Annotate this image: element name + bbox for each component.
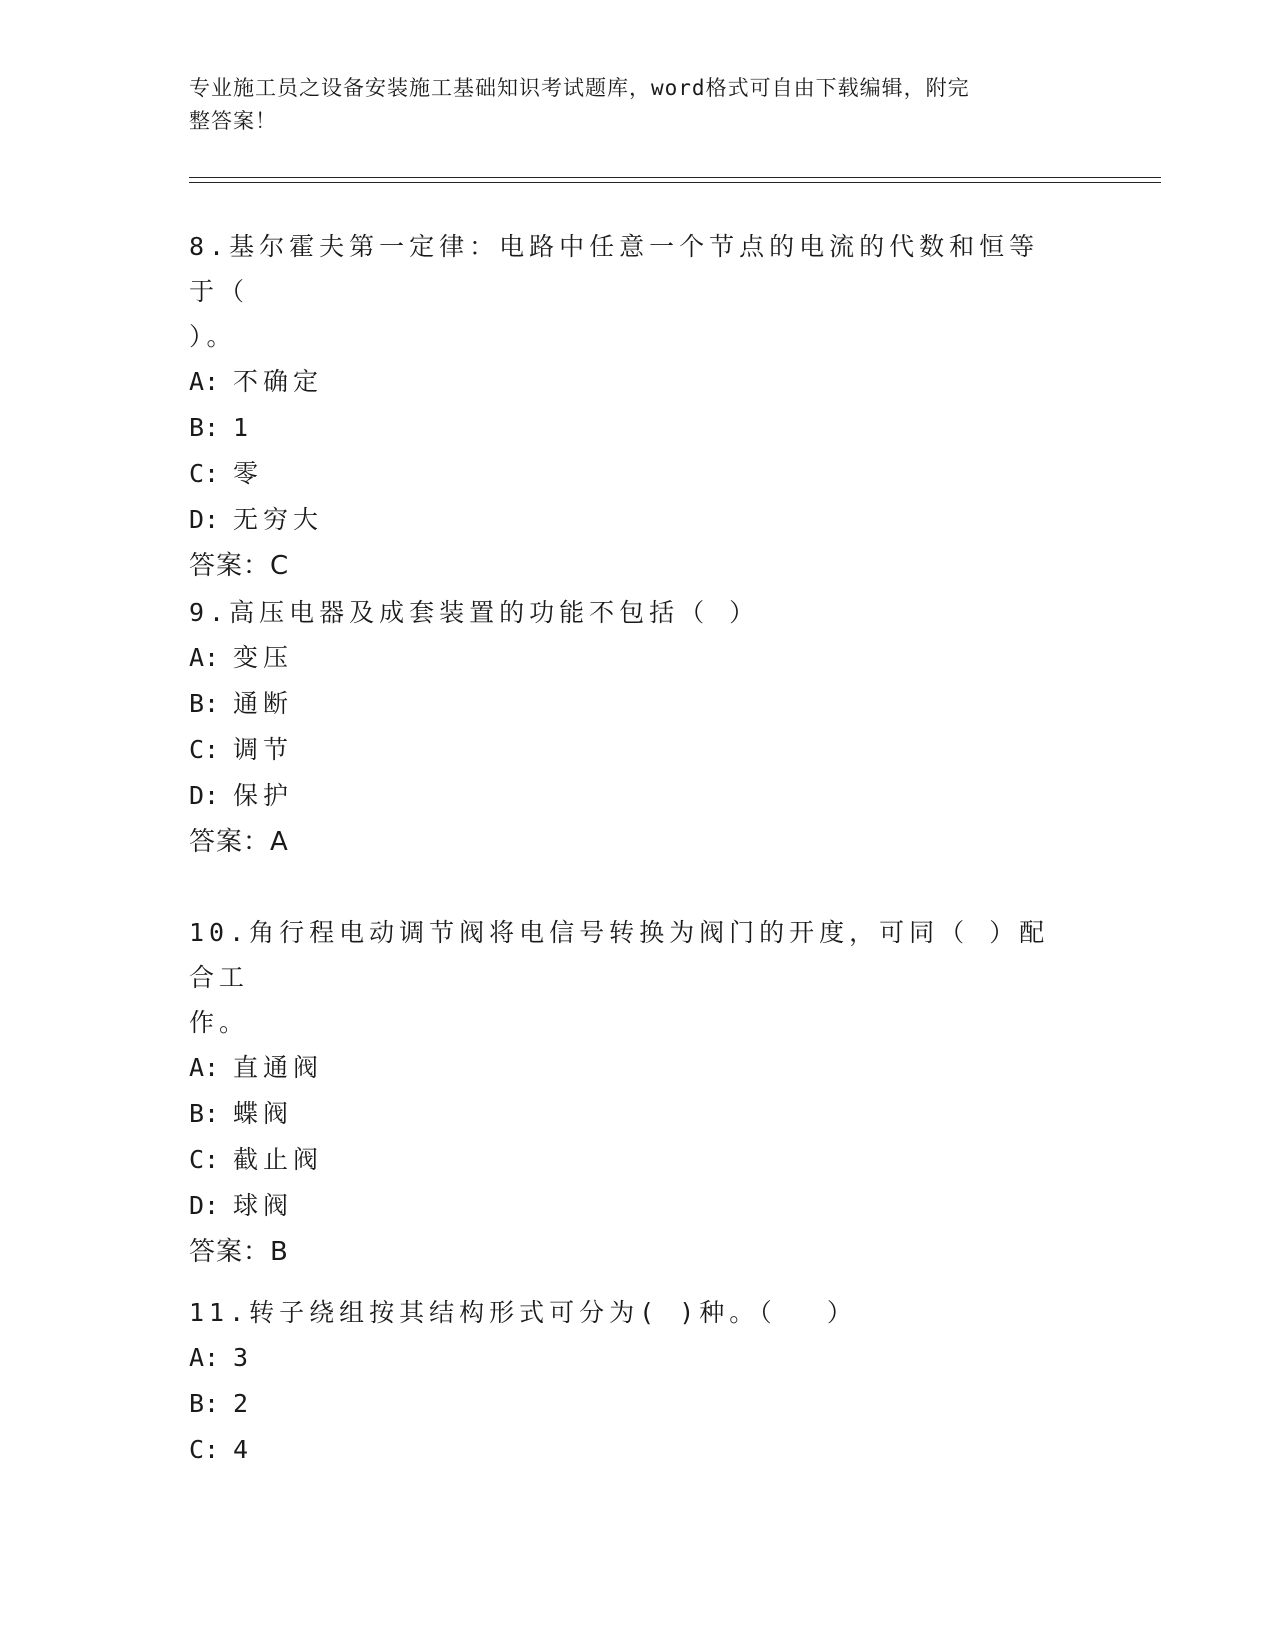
option-text: 截止阀 [233,1145,324,1174]
option-b [189,681,1069,727]
option-text: 零 [233,459,264,488]
option-text: 3 [233,1343,254,1372]
option-text: 调节 [233,735,294,764]
option-key: C: [189,459,220,488]
option-d [189,773,1069,819]
answer-line: 答案：A [189,827,289,857]
option-key: D: [189,781,220,810]
option-c [189,727,1069,773]
option-key: A: [189,1053,220,1082]
option-key: A: [189,1343,220,1372]
question-11 [189,1290,1069,1473]
option-text: 蝶阀 [233,1099,294,1128]
option-key: C: [189,1435,220,1464]
question-9 [189,590,1069,865]
document-header [189,72,1059,138]
option-key: D: [189,1191,220,1220]
question-stem-line-1: 8.基尔霍夫第一定律：电路中任意一个节点的电流的代数和恒等于（ [189,232,1040,306]
option-a [189,359,1069,405]
question-stem [189,910,1069,1045]
option-key: C: [189,1145,220,1174]
option-text: 通断 [233,689,294,718]
answer-line: 答案：C [189,551,290,581]
option-key: B: [189,689,220,718]
question-stem-line-2: 作。 [189,1008,250,1037]
option-text: 直通阀 [233,1053,324,1082]
header-line-1: 专业施工员之设备安装施工基础知识考试题库，word格式可自由下载编辑，附完 [189,76,970,100]
option-text: 1 [233,413,254,442]
question-stem-line-1: 11.转子绕组按其结构形式可分为( )种。（ ） [189,1298,857,1327]
option-text: 4 [233,1435,254,1464]
question-stem-line-2: ）。 [189,322,237,351]
option-a [189,1335,1069,1381]
option-d [189,497,1069,543]
question-stem [189,590,1069,635]
option-c [189,1137,1069,1183]
option-key: B: [189,1389,220,1418]
option-text: 不确定 [233,367,324,396]
option-c [189,1427,1069,1473]
answer-line: 答案：B [189,1237,289,1267]
option-key: C: [189,735,220,764]
option-key: B: [189,413,220,442]
option-a [189,635,1069,681]
question-8 [189,224,1069,589]
option-text: 无穷大 [233,505,324,534]
option-key: B: [189,1099,220,1128]
option-key: A: [189,367,220,396]
option-a [189,1045,1069,1091]
question-stem [189,1290,1069,1335]
option-key: A: [189,643,220,672]
option-c [189,451,1069,497]
question-stem-line-1: 10.角行程电动调节阀将电信号转换为阀门的开度，可同（ ）配合工 [189,918,1050,992]
option-b [189,405,1069,451]
option-d [189,1183,1069,1229]
question-10 [189,910,1069,1275]
option-text: 2 [233,1389,254,1418]
option-key: D: [189,505,220,534]
header-divider [189,177,1161,183]
header-line-2: 整答案！ [189,109,277,133]
option-b [189,1381,1069,1427]
question-stem [189,224,1069,359]
option-b [189,1091,1069,1137]
question-stem-line-1: 9.高压电器及成套装置的功能不包括（ ） [189,598,760,627]
option-text: 变压 [233,643,294,672]
option-text: 保护 [233,781,294,810]
option-text: 球阀 [233,1191,294,1220]
